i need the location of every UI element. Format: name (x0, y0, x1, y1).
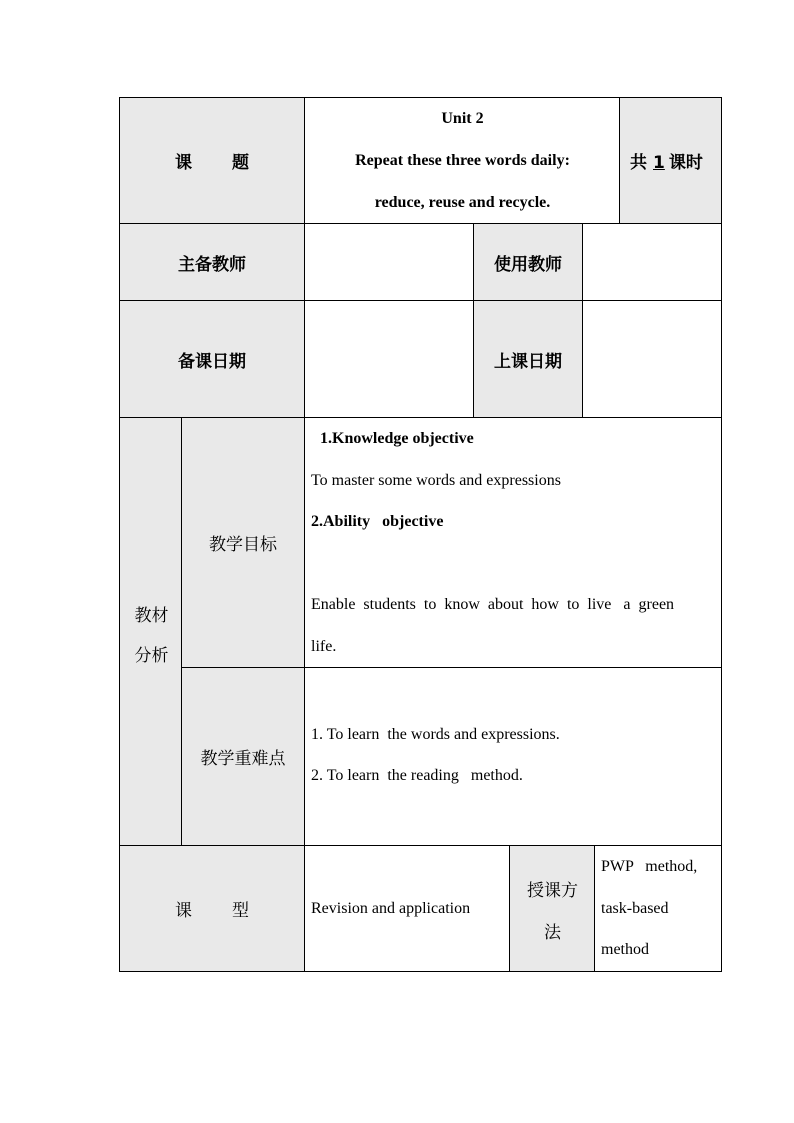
objectives-label: 教学目标 (209, 535, 277, 555)
unit-title: Unit 2 (441, 110, 484, 127)
key-point-1: 1. To learn the words and expressions. (311, 726, 560, 743)
method-line-2: task-based (601, 900, 669, 917)
method-value-cell (595, 846, 722, 972)
lesson-title-line-1: Repeat these three words daily: (355, 152, 570, 169)
key-point-2: 2. To learn the reading method. (311, 767, 523, 784)
user-teacher-label: 使用教师 (494, 254, 562, 275)
periods-suffix: 课时 (668, 153, 703, 173)
class-date-value-cell (583, 301, 722, 418)
periods-prefix: 共 (630, 153, 647, 173)
lesson-title-line-2: reduce, reuse and recycle. (374, 194, 551, 211)
lesson-type-label-cell (119, 846, 305, 972)
lesson-type-label (175, 896, 249, 921)
periods-text (630, 148, 703, 173)
method-line-3: method (601, 941, 649, 958)
analysis-label-line-1: 教材 (134, 606, 169, 626)
topic-label-cell (119, 97, 305, 224)
ability-objective-text-line-2: life. (311, 638, 337, 655)
lesson-type-label-char-1: 课 (175, 901, 192, 921)
ability-objective-heading: 2.Ability objective (311, 513, 444, 530)
lesson-type-value-cell (305, 846, 510, 972)
class-date-label-cell (474, 301, 583, 418)
main-teacher-label-cell (119, 224, 305, 301)
analysis-label-line-2: 分析 (134, 646, 169, 666)
knowledge-objective-heading: 1.Knowledge objective (320, 430, 474, 447)
method-label-cell (510, 846, 595, 972)
knowledge-objective-text: To master some words and expressions (311, 472, 561, 489)
prep-date-value-cell (305, 301, 474, 418)
topic-label-char-1: 课 (175, 153, 192, 173)
user-teacher-value-cell (583, 224, 722, 301)
periods-count: 1 (653, 153, 665, 173)
lesson-plan-table (119, 97, 722, 972)
lesson-type-value: Revision and application (311, 900, 471, 917)
topic-label-char-2: 题 (232, 153, 249, 173)
method-line-1: PWP method, (601, 858, 698, 875)
prep-date-label: 备课日期 (178, 351, 246, 372)
lesson-type-label-char-2: 型 (232, 901, 249, 921)
periods-cell (620, 97, 722, 224)
topic-title-cell (305, 97, 620, 224)
ability-objective-text-line-1: Enable students to know about how to live a green (311, 596, 675, 613)
objectives-label-cell (182, 418, 305, 668)
key-points-label: 教学重难点 (200, 749, 286, 769)
method-label-line-2: 法 (544, 923, 561, 943)
method-label-line-1: 授课方 (527, 881, 578, 901)
class-date-label: 上课日期 (494, 351, 562, 372)
topic-label (175, 148, 249, 173)
user-teacher-label-cell (474, 224, 583, 301)
analysis-section-cell (119, 418, 182, 846)
main-teacher-value-cell (305, 224, 474, 301)
main-teacher-label: 主备教师 (178, 254, 246, 275)
objectives-content-cell (305, 418, 722, 668)
prep-date-label-cell (119, 301, 305, 418)
key-points-content-cell (305, 668, 722, 846)
key-points-label-cell (182, 668, 305, 846)
